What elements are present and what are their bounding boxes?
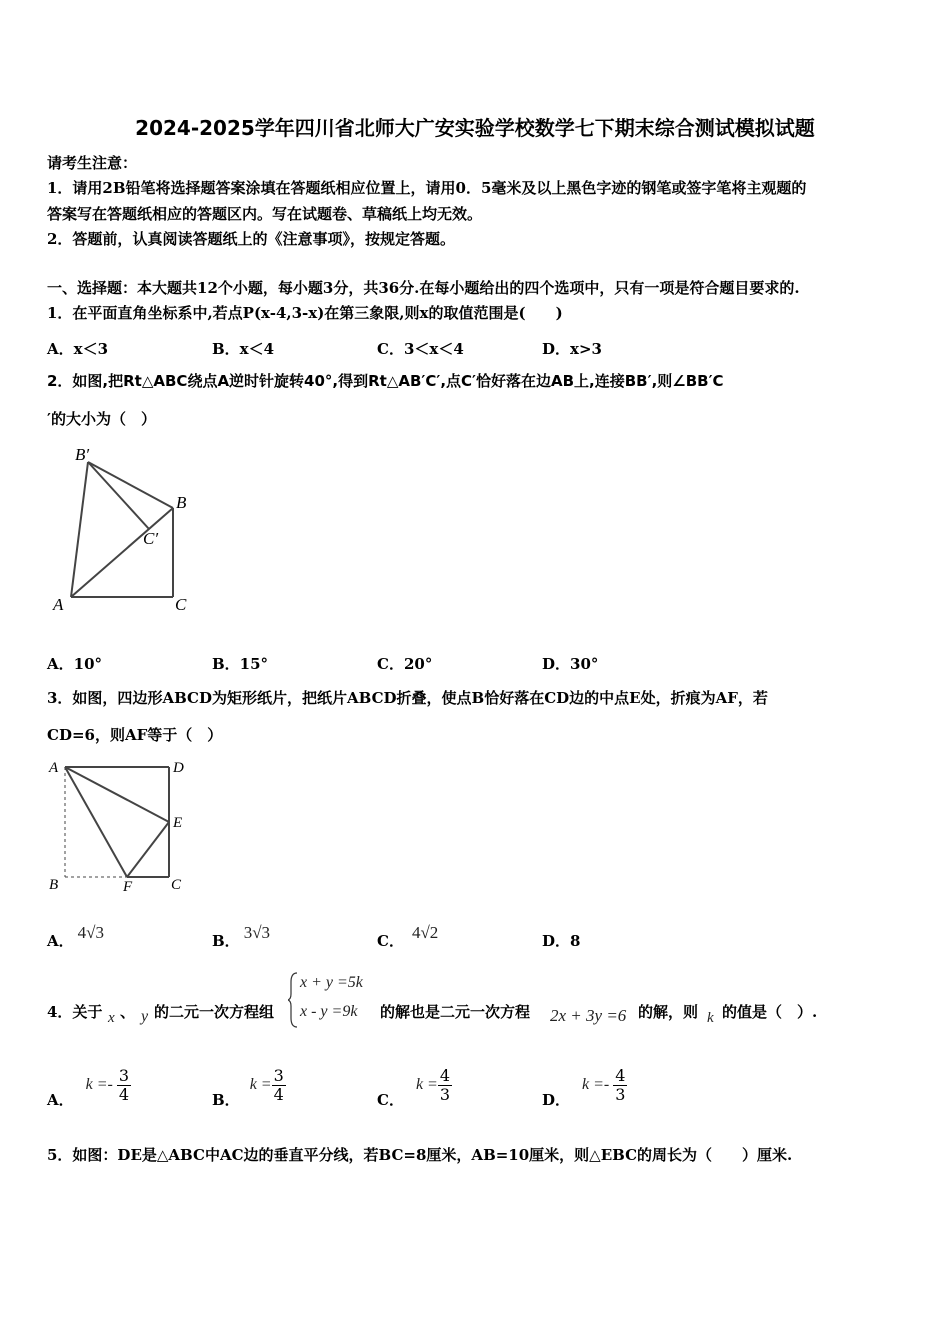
question-4-option-d[interactable] [542, 1060, 627, 1110]
question-2-option-d[interactable]: D．30° [542, 655, 599, 673]
label-a: A [49, 760, 59, 776]
question-4-post: 的值是（ ）. [722, 1003, 818, 1021]
var-x: x [108, 1010, 115, 1026]
question-3-figure [45, 755, 205, 900]
section-heading: 一、选择题：本大题共12个小题，每小题3分，共36分.在每小题给出的四个选项中，只有一项是符合题目要求的. [47, 279, 800, 297]
option-value: 4√3 [77, 923, 104, 942]
brace-icon [288, 972, 298, 1028]
fraction [117, 1067, 131, 1103]
label-b: B [176, 493, 187, 512]
label-e: E [173, 815, 183, 831]
question-1-stem: 1．在平面直角坐标系中,若点P(x-4,3-x)在第三象限,则x的取值范围是( ) [47, 304, 563, 322]
numerator: 4 [439, 1065, 451, 1085]
question-4-option-b[interactable] [212, 1060, 286, 1110]
question-3-option-c[interactable] [377, 923, 439, 951]
option-letter: B． [212, 932, 240, 950]
question-4-mid3: 的解，则 [638, 1003, 699, 1021]
system-eq-2: x - y =9k [300, 1003, 358, 1020]
question-1-option-d[interactable]: D．x>3 [542, 340, 602, 358]
label-a: A [53, 595, 64, 614]
option-letter: D． [542, 1090, 571, 1109]
question-4-pre: 4．关于 [47, 1003, 103, 1021]
page-title: 2024-2025学年四川省北师大广安实验学校数学七下期末综合测试模拟试题 [135, 116, 815, 140]
denominator: 3 [615, 1084, 626, 1104]
notice-line-1a: 1．请用2B铅笔将选择题答案涂填在答题纸相应位置上，请用0．5毫米及以上黑色字迹的钢笔或签字笔将主观题的 [47, 179, 807, 197]
question-2-option-b[interactable]: B．15° [212, 655, 269, 673]
option-value: 4√2 [411, 923, 439, 942]
notice-line-1b: 答案写在答题纸相应的答题区内。写在试题卷、草稿纸上均无效。 [47, 205, 483, 223]
system-eq-1: x + y =5k [300, 974, 363, 991]
question-1-option-b[interactable]: B．x＜4 [212, 340, 275, 358]
option-expr: k = [249, 1076, 272, 1093]
question-3-option-a[interactable] [47, 923, 104, 951]
question-4-mid: 的二元一次方程组 [154, 1003, 275, 1021]
question-4-sep: 、 [120, 1003, 136, 1021]
label-c: C [175, 595, 187, 614]
question-2-stem-b: ′的大小为（ ） [47, 410, 156, 428]
var-k: k [707, 1010, 714, 1026]
option-letter: A． [47, 1090, 74, 1109]
question-2-stem-a: 2．如图,把Rt△ABC绕点A逆时针旋转40°,得到Rt△AB′C′,点C′恰好落在边AB上,连接BB′,则∠BB′C [47, 372, 724, 390]
question-4-option-a[interactable] [47, 1060, 131, 1110]
label-b: B [49, 877, 59, 893]
denominator: 4 [273, 1084, 284, 1104]
question-1-option-c[interactable]: C．3＜x＜4 [377, 340, 464, 358]
question-2-option-a[interactable]: A．10° [47, 655, 103, 673]
option-letter: C． [377, 1090, 404, 1109]
notice-line-2: 2．答题前，认真阅读答题纸上的《注意事项》，按规定答题。 [47, 230, 455, 248]
option-expr: k = [415, 1076, 438, 1093]
notice-heading: 请考生注意： [47, 154, 138, 172]
fraction [438, 1067, 452, 1103]
question-2-option-c[interactable]: C．20° [377, 655, 433, 673]
option-expr: k =- [85, 1076, 113, 1093]
numerator: 3 [273, 1065, 284, 1085]
option-expr: k =- [582, 1076, 610, 1093]
question-3-stem-a: 3．如图，四边形ABCD为矩形纸片，把纸片ABCD折叠，使点B恰好落在CD边的中点E处，折痕为AF，若 [47, 689, 768, 707]
question-5-stem: 5．如图：DE是△ABC中AC边的垂直平分线，若BC=8厘米，AB=10厘米，则△EBC的周长为（ ）厘米. [47, 1146, 793, 1164]
linear-equation: 2x + 3y =6 [550, 1006, 627, 1025]
denominator: 3 [439, 1084, 451, 1104]
option-letter: C． [377, 932, 404, 950]
label-f: F [123, 879, 133, 895]
denominator: 4 [118, 1084, 130, 1104]
numerator: 3 [118, 1065, 130, 1085]
fraction [613, 1067, 627, 1103]
label-c: C [171, 877, 182, 893]
question-3-option-d[interactable]: D．8 [542, 932, 581, 950]
question-4-option-c[interactable] [377, 1060, 452, 1110]
question-1-option-a[interactable]: A．x＜3 [47, 340, 109, 358]
question-4-mid2: 的解也是二元一次方程 [380, 1003, 531, 1021]
fraction [272, 1067, 286, 1103]
var-y: y [141, 1008, 149, 1025]
numerator: 4 [615, 1065, 626, 1085]
option-value: 3√3 [243, 923, 271, 942]
label-b-prime: B′ [75, 445, 90, 464]
question-3-stem-b: CD=6，则AF等于（ ） [47, 726, 223, 744]
option-letter: B． [212, 1090, 240, 1109]
label-d: D [173, 760, 184, 776]
question-3-option-b[interactable] [212, 923, 271, 951]
label-c-prime: C′ [143, 529, 159, 548]
option-letter: A． [47, 932, 74, 950]
question-2-figure [45, 440, 205, 620]
